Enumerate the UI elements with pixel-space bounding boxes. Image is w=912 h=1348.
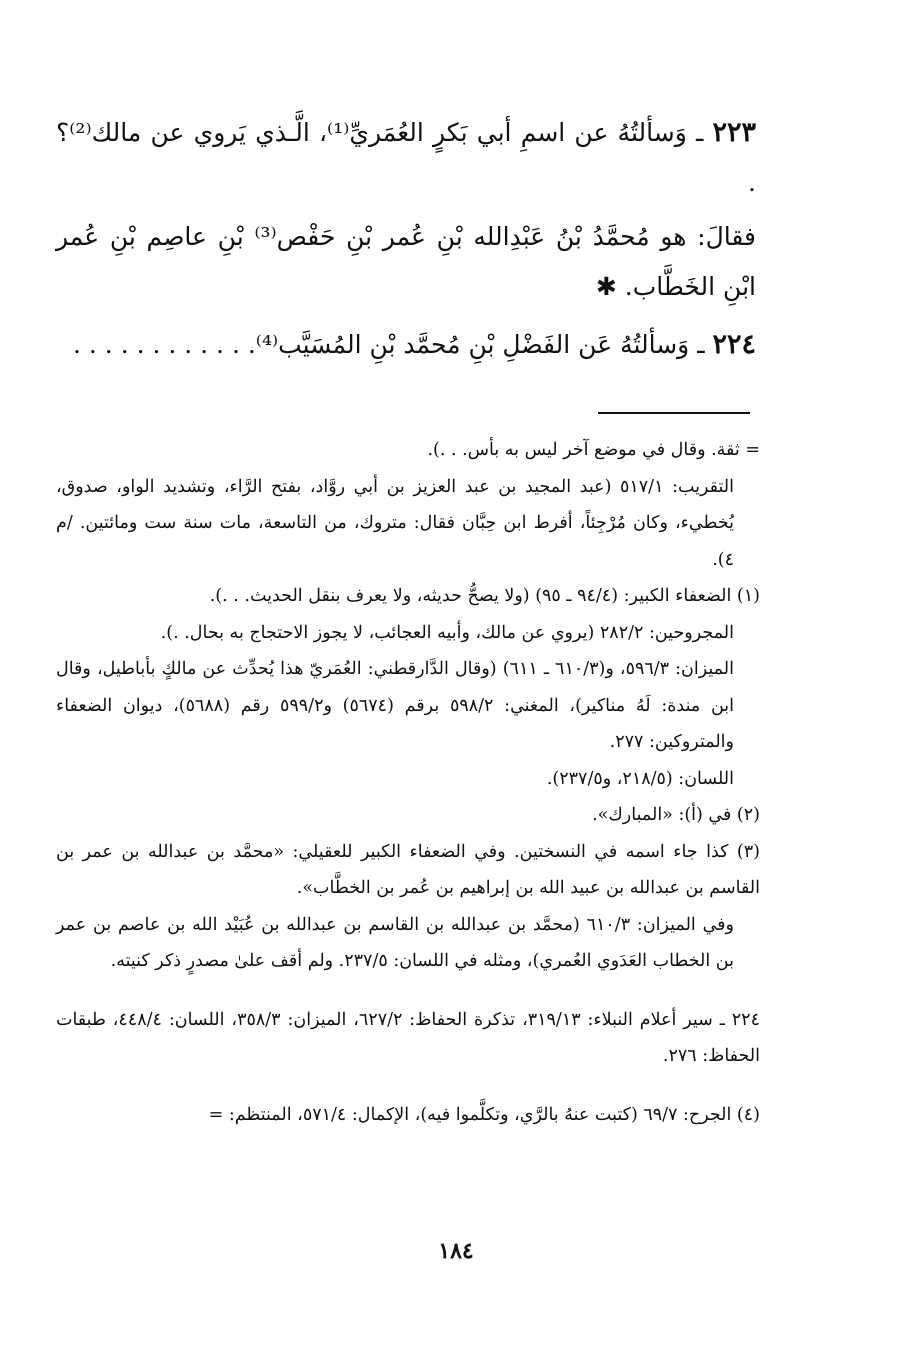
main-text [56, 108, 756, 374]
footnote-separator [598, 412, 750, 414]
reference-224: ٢٢٤ ـ سير أعلام النبلاء: ٣١٩/١٣، تذكرة الحفاظ: ٦٢٧/٢، الميزان: ٣٥٨/٣، اللسان: ٤٤٨/٤، طبقات الحفاظ: ٢٧٦. [56, 1009, 760, 1066]
entry-223-answer [56, 212, 756, 312]
footnote-1: (١) الضعفاء الكبير: (٩٤/٤ ـ ٩٥) (ولا يصحُّ حديثه، ولا يعرف بنقل الحديث. . .). [209, 586, 760, 606]
entry-text: ـ وَسألتُهُ عَن الفَضْلِ بْنِ مُحمَّد بْنِ المُسَيَّب⁽⁴⁾. . . . . . . . . . . . [73, 330, 705, 359]
entry-223-question [56, 108, 756, 208]
entry-text: ـ وَسألتُهُ عن اسمِ أبي بَكرٍ العُمَريِّ⁽¹⁾، الَّـذي يَروي عن مالك⁽²⁾؟ . [56, 118, 756, 197]
footnote-1-lisan: اللسان: (٢١٨/٥، و٢٣٧/٥). [546, 768, 734, 789]
footnote-3-mizan: وفي الميزان: ٦١٠/٣ (محمَّد بن عبدالله بن القاسم بن عبدالله بن عُبَيْد الله بن عاصم بن عمر بن الخطاب العَدَوي العُمري)، ومثله في اللسان: ٢٣٧/٥. ولم أقف علىٰ مصدرٍ ذكر كنيته. [56, 914, 734, 971]
footnote-1-majruhin: المجروحين: ٢٨٢/٢ (يروي عن مالك، وأبيه العجائب، لا يجوز الاحتجاج به بحال. .). [160, 622, 734, 643]
footnote-3: (٣) كذا جاء اسمه في النسختين. وفي الضعفاء الكبير للعقيلي: «محمَّد بن عبدالله بن عمر بن القاسم بن عبدالله بن عبيد الله بن إبراهيم بن عُمر بن الخطَّاب». [56, 841, 760, 898]
footnote-2: (٢) في (أ): «المبارك». [592, 805, 760, 825]
footnote-continuation: = ثقة. وقال في موضع آخر ليس به بأس. . .). [427, 440, 760, 460]
footnote-1-mizan: الميزان: ٥٩٦/٣، و(٦١٠/٣ ـ ٦١١) (وقال الدَّارقطني: العُمَريّ هذا يُحدِّث عن مالكٍ بأباطيل، وقال ابن مندة: لَهُ مناكير)، المغني: ٥٩٨/٢ برقم (٥٦٧٤) و٥٩٩/٢ رقم (٥٦٨٨)، ديوان الضعفاء والمتروكين: ٢٧٧. [56, 659, 735, 752]
footnote-taqrib: التقريب: ٥١٧/١ (عبد المجيد بن عبد العزيز بن أبي روَّاد، بفتح الرَّاء، وتشديد الواو، صدوق، يُخطيء، وكان مُرْجِئاً، أفرط ابن حِبَّان فقال: متروك، من التاسعة، مات سنة ست ومائتين. /م ٤). [56, 476, 734, 570]
entry-text: فقالَ: هو مُحمَّدُ بْنُ عَبْدِالله بْنِ عُمر بْنِ حَفْص⁽³⁾ بْنِ عاصِم بْنِ عُمر ابْنِ الخَطَّاب. ✱ [56, 222, 756, 301]
footnotes [56, 432, 760, 1133]
entry-number: ٢٢٣ [712, 117, 756, 148]
entry-number: ٢٢٤ [712, 329, 756, 360]
entry-224-question [56, 320, 756, 370]
page-number: ١٨٤ [438, 1238, 474, 1264]
footnote-4: (٤) الجرح: ٦٩/٧ (كتبت عنهُ بالرَّي، وتكلَّموا فيه)، الإكمال: ٥٧١/٤، المنتظم: = [208, 1104, 760, 1125]
